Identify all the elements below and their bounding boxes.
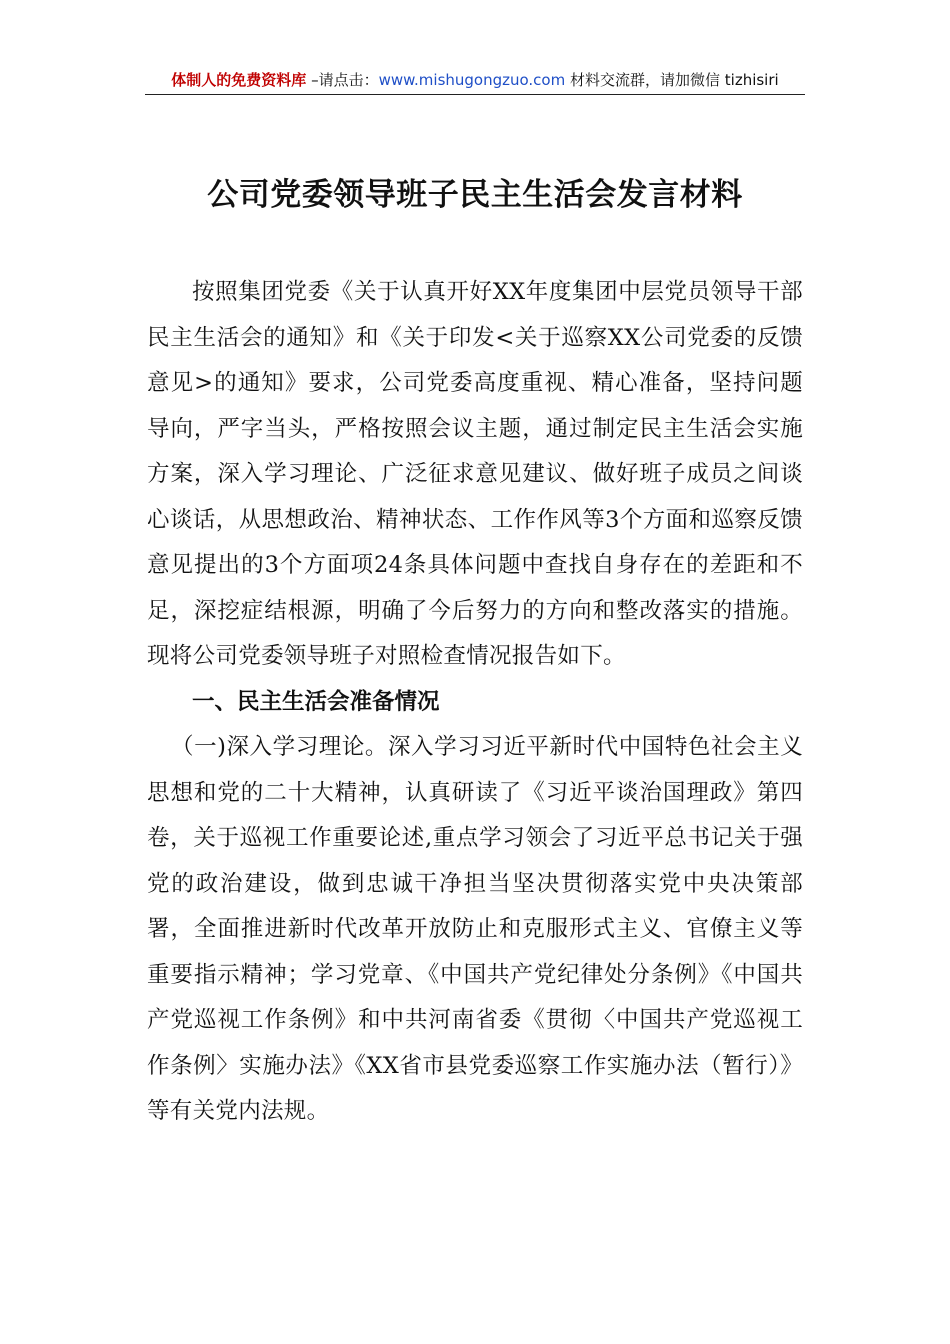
header-url-link[interactable]: www.mishugongzuo.com	[378, 71, 566, 89]
section-heading: 一、民主生活会准备情况	[192, 688, 440, 715]
intro-paragraph: 按照集团党委《关于认真开好XX年度集团中层党员领导干部民主生活会的通知》和《关于印发<关于巡察XX公司党委的反馈意见>的通知》要求，公司党委高度重视、精心准备，坚持问题导向，严字当头，严格按照会议主题，通过制定民主生活会实施方案，深入学习理论、广泛征求意见建议、做好班子成员之间谈心谈话，从思想政治、精神状态、工作作风等3个方面和巡察反馈意见提出的3个方面项24条具体问题中查找自身存在的差距和不足，深挖症结根源，明确了今后努力的方向和整改落实的措施。现将公司党委领导班子对照检查情况报告如下。	[147, 279, 803, 669]
page-header	[145, 66, 805, 95]
header-tail-text: 材料交流群，请加微信 tizhisiri	[565, 71, 779, 89]
header-click-text: –请点击：	[306, 71, 379, 89]
document-title: 公司党委领导班子民主生活会发言材料	[207, 177, 743, 213]
section-paragraph: （一)深入学习理论。深入学习习近平新时代中国特色社会主义思想和党的二十大精神，认真研读了《习近平谈治国理政》第四卷，关于巡视工作重要论述,重点学习领会了习近平总书记关于强党的政治建设，做到忠诚干净担当坚决贯彻落实党中央决策部署，全面推进新时代改革开放防止和克服形式主义、官僚主义等重要指示精神；学习党章、《中国共产党纪律处分条例》《中国共产党巡视工作条例》和中共河南省委《贯彻〈中国共产党巡视工作条例〉实施办法》《XX省市县党委巡察工作实施办法（暂行）》等有关党内法规。	[147, 734, 803, 1124]
document-body	[147, 270, 803, 1135]
header-brand: 体制人的免费资料库	[171, 71, 307, 89]
